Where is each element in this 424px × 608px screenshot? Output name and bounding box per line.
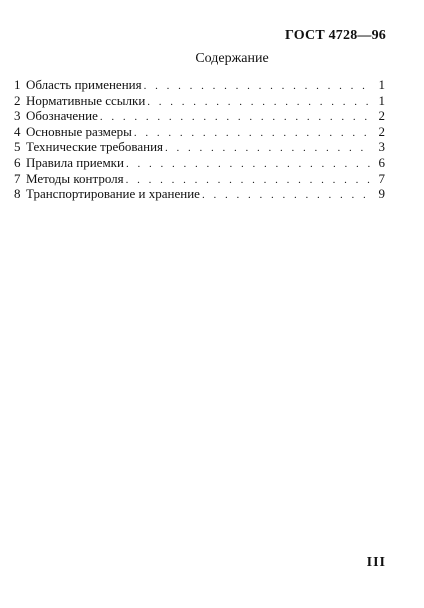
- toc-item-number: 7: [14, 170, 21, 186]
- toc-item-page: 1: [378, 77, 385, 92]
- toc-item-number: 2: [14, 92, 21, 108]
- toc-item-page: 1: [378, 92, 385, 108]
- toc-item-title: Технические требования: [26, 139, 164, 155]
- toc-item-title: Методы контроля: [26, 170, 124, 186]
- toc-item-page: 2: [378, 108, 385, 124]
- table-of-contents: [14, 77, 385, 202]
- toc-item: [14, 171, 385, 187]
- toc-leader-dots: [126, 157, 371, 173]
- toc-title: Содержание: [195, 51, 269, 66]
- toc-item-page: 3: [378, 139, 385, 155]
- toc-item-title: Нормативные ссылки: [26, 92, 146, 108]
- toc-item-page: 9: [378, 186, 385, 202]
- toc-item-title: Транспортирование и хранение: [26, 186, 200, 202]
- toc-item: [14, 186, 385, 202]
- toc-item-number: 1: [14, 77, 21, 92]
- toc-item: [14, 77, 385, 93]
- toc-item: [14, 139, 385, 155]
- toc-item-number: 5: [14, 139, 21, 155]
- toc-item: [14, 93, 385, 109]
- toc-item: [14, 108, 385, 124]
- toc-leader-dots: [100, 110, 371, 126]
- toc-item-number: 8: [14, 186, 21, 202]
- toc-item-title: Правила приемки: [26, 154, 124, 170]
- toc-item: [14, 155, 385, 171]
- toc-leader-dots: [147, 95, 371, 111]
- document-code: ГОСТ 4728—96: [285, 28, 386, 43]
- toc-leader-dots: [134, 126, 371, 142]
- toc-item-page: 6: [378, 154, 385, 170]
- toc-item-number: 6: [14, 154, 21, 170]
- toc-item: [14, 124, 385, 140]
- toc-item-page: 2: [378, 123, 385, 139]
- toc-item-number: 3: [14, 108, 21, 124]
- page-number: III: [366, 555, 386, 570]
- toc-item-title: Обозначение: [26, 108, 98, 124]
- toc-item-title: Основные размеры: [26, 123, 132, 139]
- toc-item-number: 4: [14, 123, 21, 139]
- toc-item-page: 7: [378, 170, 385, 186]
- toc-leader-dots: [165, 141, 371, 157]
- toc-leader-dots: [144, 79, 371, 95]
- toc-item-title: Область применения: [26, 77, 142, 92]
- toc-leader-dots: [202, 188, 371, 204]
